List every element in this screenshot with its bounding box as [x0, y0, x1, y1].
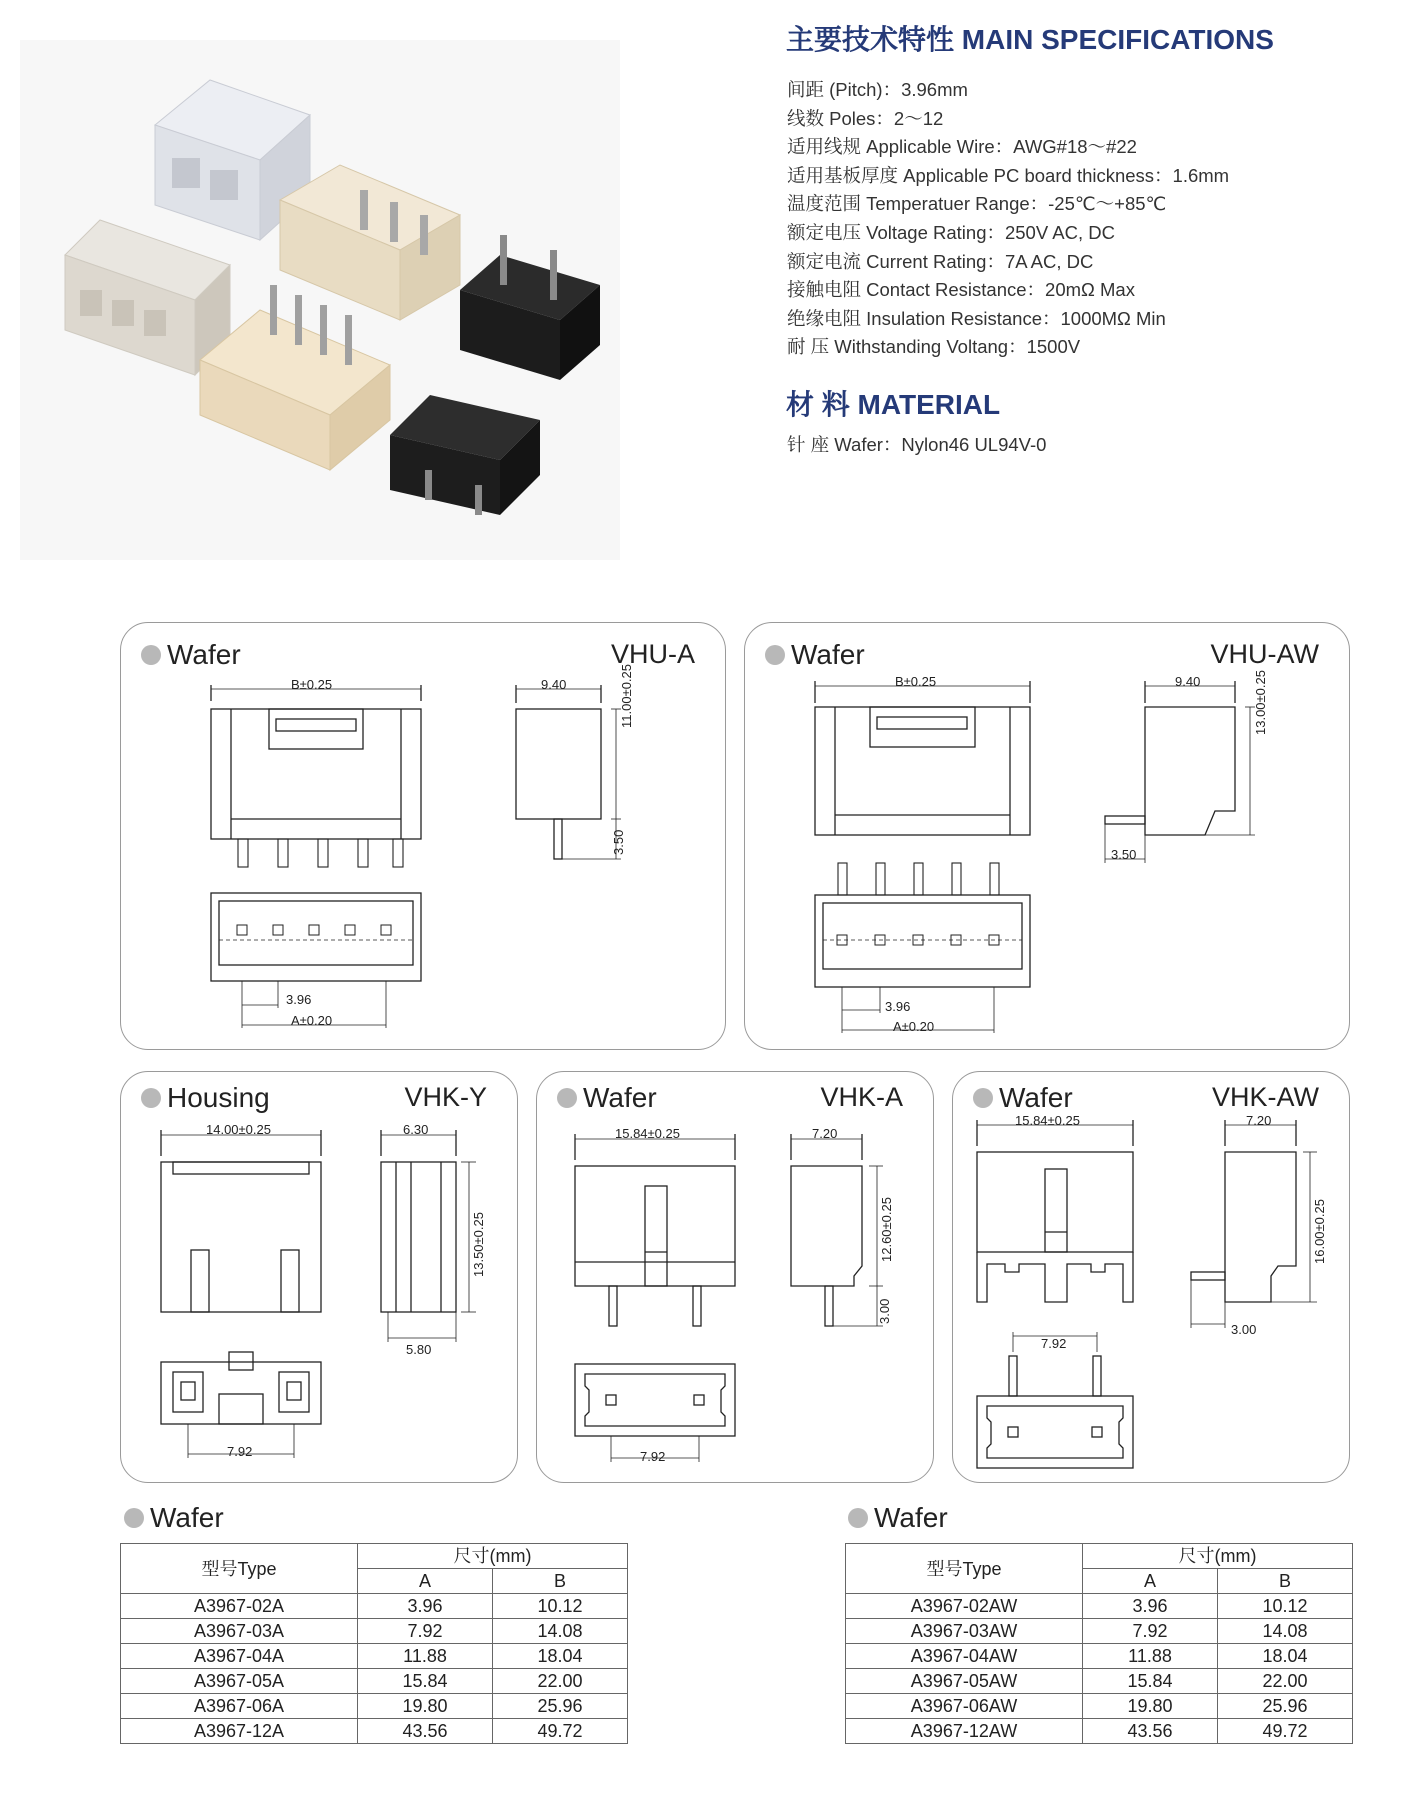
- panel-model: VHK-A: [820, 1082, 903, 1112]
- panel-vhk-a: [536, 1071, 934, 1483]
- dim-height: 16.00±0.25: [1312, 1199, 1327, 1264]
- table-cell: A3967-06AW: [846, 1694, 1083, 1719]
- table-row: [121, 1719, 628, 1744]
- table-cell: 14.08: [493, 1619, 628, 1644]
- dim-side-width: 9.40: [1175, 674, 1201, 689]
- table-title-1: Wafer: [124, 1502, 224, 1534]
- table-cell: 43.56: [1083, 1719, 1218, 1744]
- table-cell: A3967-04AW: [846, 1644, 1083, 1669]
- header-a: A: [1083, 1569, 1218, 1594]
- product-photo: [20, 40, 620, 560]
- table-row: [846, 1594, 1353, 1619]
- table-cell: 43.56: [358, 1719, 493, 1744]
- panel-title: Housing: [141, 1082, 270, 1114]
- dim-a: A±0.20: [291, 1013, 333, 1028]
- panel-title: Wafer: [973, 1082, 1073, 1114]
- dim-pitch: 7.92: [640, 1449, 666, 1464]
- header-type: 型号Type: [121, 1544, 358, 1594]
- vhk-y-drawing: [121, 1072, 517, 1482]
- table-cell: 15.84: [358, 1669, 493, 1694]
- spec-insulation-resistance: 绝缘电阻 Insulation Resistance：1000MΩ Min: [787, 307, 1166, 329]
- spec-withstanding-voltage: 耐 压 Withstanding Voltang：1500V: [787, 336, 1081, 358]
- dim-height: 13.50±0.25: [471, 1212, 486, 1277]
- table-row: [121, 1619, 628, 1644]
- table-cell: 22.00: [1218, 1669, 1353, 1694]
- dim-pitch: 7.92: [1041, 1336, 1067, 1351]
- header-b: B: [493, 1569, 628, 1594]
- header-type: 型号Type: [846, 1544, 1083, 1594]
- header-b: B: [1218, 1569, 1353, 1594]
- spec-pcb-thickness: 适用基板厚度 Applicable PC board thickness：1.6mm: [787, 164, 1230, 186]
- table-cell: A3967-12AW: [846, 1719, 1083, 1744]
- dim-height: 13.00±0.25: [1253, 670, 1268, 735]
- table-cell: 10.12: [493, 1594, 628, 1619]
- dim-b: B±0.25: [895, 674, 937, 689]
- spec-poles: 线数 Poles：2～12: [787, 107, 944, 129]
- specs-title: 主要技术特性 MAIN SPECIFICATIONS: [786, 24, 1274, 55]
- table-header-row: [846, 1544, 1353, 1569]
- dim-side-width: 7.20: [812, 1126, 838, 1141]
- table-header-row: [121, 1544, 628, 1569]
- table-cell: 3.96: [358, 1594, 493, 1619]
- dim-b: B±0.25: [291, 677, 333, 692]
- wafer-table-a: [120, 1543, 628, 1744]
- dim-pin: 3.50: [1111, 847, 1137, 862]
- spec-wire: 适用线规 Applicable Wire：AWG#18～#22: [787, 136, 1137, 158]
- table-row: [121, 1644, 628, 1669]
- dim-pitch: 7.92: [227, 1444, 253, 1459]
- table-cell: A3967-02AW: [846, 1594, 1083, 1619]
- dim-width: 15.84±0.25: [615, 1126, 680, 1141]
- material-wafer: 针 座 Wafer：Nylon46 UL94V-0: [787, 434, 1047, 455]
- table-cell: 11.88: [1083, 1644, 1218, 1669]
- table-cell: 7.92: [358, 1619, 493, 1644]
- table-cell: 18.04: [493, 1644, 628, 1669]
- table-cell: 14.08: [1218, 1619, 1353, 1644]
- panel-model: VHK-Y: [404, 1082, 487, 1112]
- table-cell: A3967-04A: [121, 1644, 358, 1669]
- panel-vhk-aw: [952, 1071, 1350, 1483]
- panel-model: VHU-AW: [1210, 639, 1319, 669]
- dim-pin: 3.50: [611, 829, 626, 855]
- table-cell: A3967-05AW: [846, 1669, 1083, 1694]
- table-row: [121, 1669, 628, 1694]
- panel-vhk-y: [120, 1071, 518, 1483]
- dim-side-width: 6.30: [403, 1122, 429, 1137]
- spec-pitch: 间距 (Pitch)：3.96mm: [787, 79, 968, 100]
- vhk-a-drawing: [537, 1072, 933, 1482]
- table-cell: 18.04: [1218, 1644, 1353, 1669]
- table-cell: 15.84: [1083, 1669, 1218, 1694]
- header-dimensions: 尺寸(mm): [1083, 1544, 1353, 1569]
- table-row: [846, 1619, 1353, 1644]
- wafer-table-aw: [845, 1543, 1353, 1744]
- dim-pitch: 3.96: [885, 999, 911, 1014]
- table-cell: 49.72: [1218, 1719, 1353, 1744]
- bullet-icon: [124, 1508, 144, 1528]
- panel-title: Wafer: [557, 1082, 657, 1114]
- spec-temperature: 温度范围 Temperatuer Range：-25℃～+85℃: [787, 193, 1167, 215]
- table-cell: A3967-05A: [121, 1669, 358, 1694]
- dim-side-width: 9.40: [541, 677, 567, 692]
- table-title-2: Wafer: [848, 1502, 948, 1534]
- table-cell: A3967-12A: [121, 1719, 358, 1744]
- panel-title: Wafer: [765, 639, 865, 671]
- table-row: [121, 1594, 628, 1619]
- table-cell: 19.80: [1083, 1694, 1218, 1719]
- dim-pitch: 3.96: [286, 992, 312, 1007]
- table-cell: A3967-03AW: [846, 1619, 1083, 1644]
- table-cell: A3967-06A: [121, 1694, 358, 1719]
- panel-vhu-aw: [744, 622, 1350, 1050]
- bullet-icon: [848, 1508, 868, 1528]
- panel-vhu-a: [120, 622, 726, 1050]
- dim-pin: 3.00: [877, 1298, 892, 1324]
- table-cell: 3.96: [1083, 1594, 1218, 1619]
- table-cell: 25.96: [493, 1694, 628, 1719]
- dim-height: 11.00±0.25: [619, 663, 634, 728]
- table-cell: 7.92: [1083, 1619, 1218, 1644]
- spec-current: 额定电流 Current Rating：7A AC, DC: [787, 250, 1094, 272]
- dim-width: 14.00±0.25: [206, 1122, 271, 1137]
- table-row: [121, 1694, 628, 1719]
- table-cell: A3967-02A: [121, 1594, 358, 1619]
- dim-a: A±0.20: [893, 1019, 935, 1034]
- table-cell: 49.72: [493, 1719, 628, 1744]
- vhk-aw-drawing: [953, 1072, 1349, 1482]
- dim-height: 12.60±0.25: [879, 1197, 894, 1262]
- table-row: [846, 1669, 1353, 1694]
- table-row: [846, 1694, 1353, 1719]
- spec-contact-resistance: 接触电阻 Contact Resistance：20mΩ Max: [787, 279, 1135, 301]
- panel-model: VHK-AW: [1212, 1082, 1319, 1112]
- spec-voltage: 额定电压 Voltage Rating：250V AC, DC: [787, 221, 1116, 243]
- table-cell: 10.12: [1218, 1594, 1353, 1619]
- dim-pin: 3.00: [1231, 1322, 1257, 1337]
- header-dimensions: 尺寸(mm): [358, 1544, 628, 1569]
- panel-model: VHU-A: [610, 639, 695, 669]
- specs-list: [787, 76, 1229, 362]
- table-cell: 19.80: [358, 1694, 493, 1719]
- table-row: [846, 1644, 1353, 1669]
- table-cell: A3967-03A: [121, 1619, 358, 1644]
- panel-title: Wafer: [141, 639, 241, 671]
- dim-bottom: 5.80: [406, 1342, 432, 1357]
- header-a: A: [358, 1569, 493, 1594]
- table-row: [846, 1719, 1353, 1744]
- dim-width: 15.84±0.25: [1015, 1113, 1080, 1128]
- table-cell: 22.00: [493, 1669, 628, 1694]
- table-cell: 11.88: [358, 1644, 493, 1669]
- table-cell: 25.96: [1218, 1694, 1353, 1719]
- dim-side-width: 7.20: [1246, 1113, 1272, 1128]
- vhu-a-drawing: [121, 623, 725, 1049]
- material-title: 材 料 MATERIAL: [786, 389, 1001, 420]
